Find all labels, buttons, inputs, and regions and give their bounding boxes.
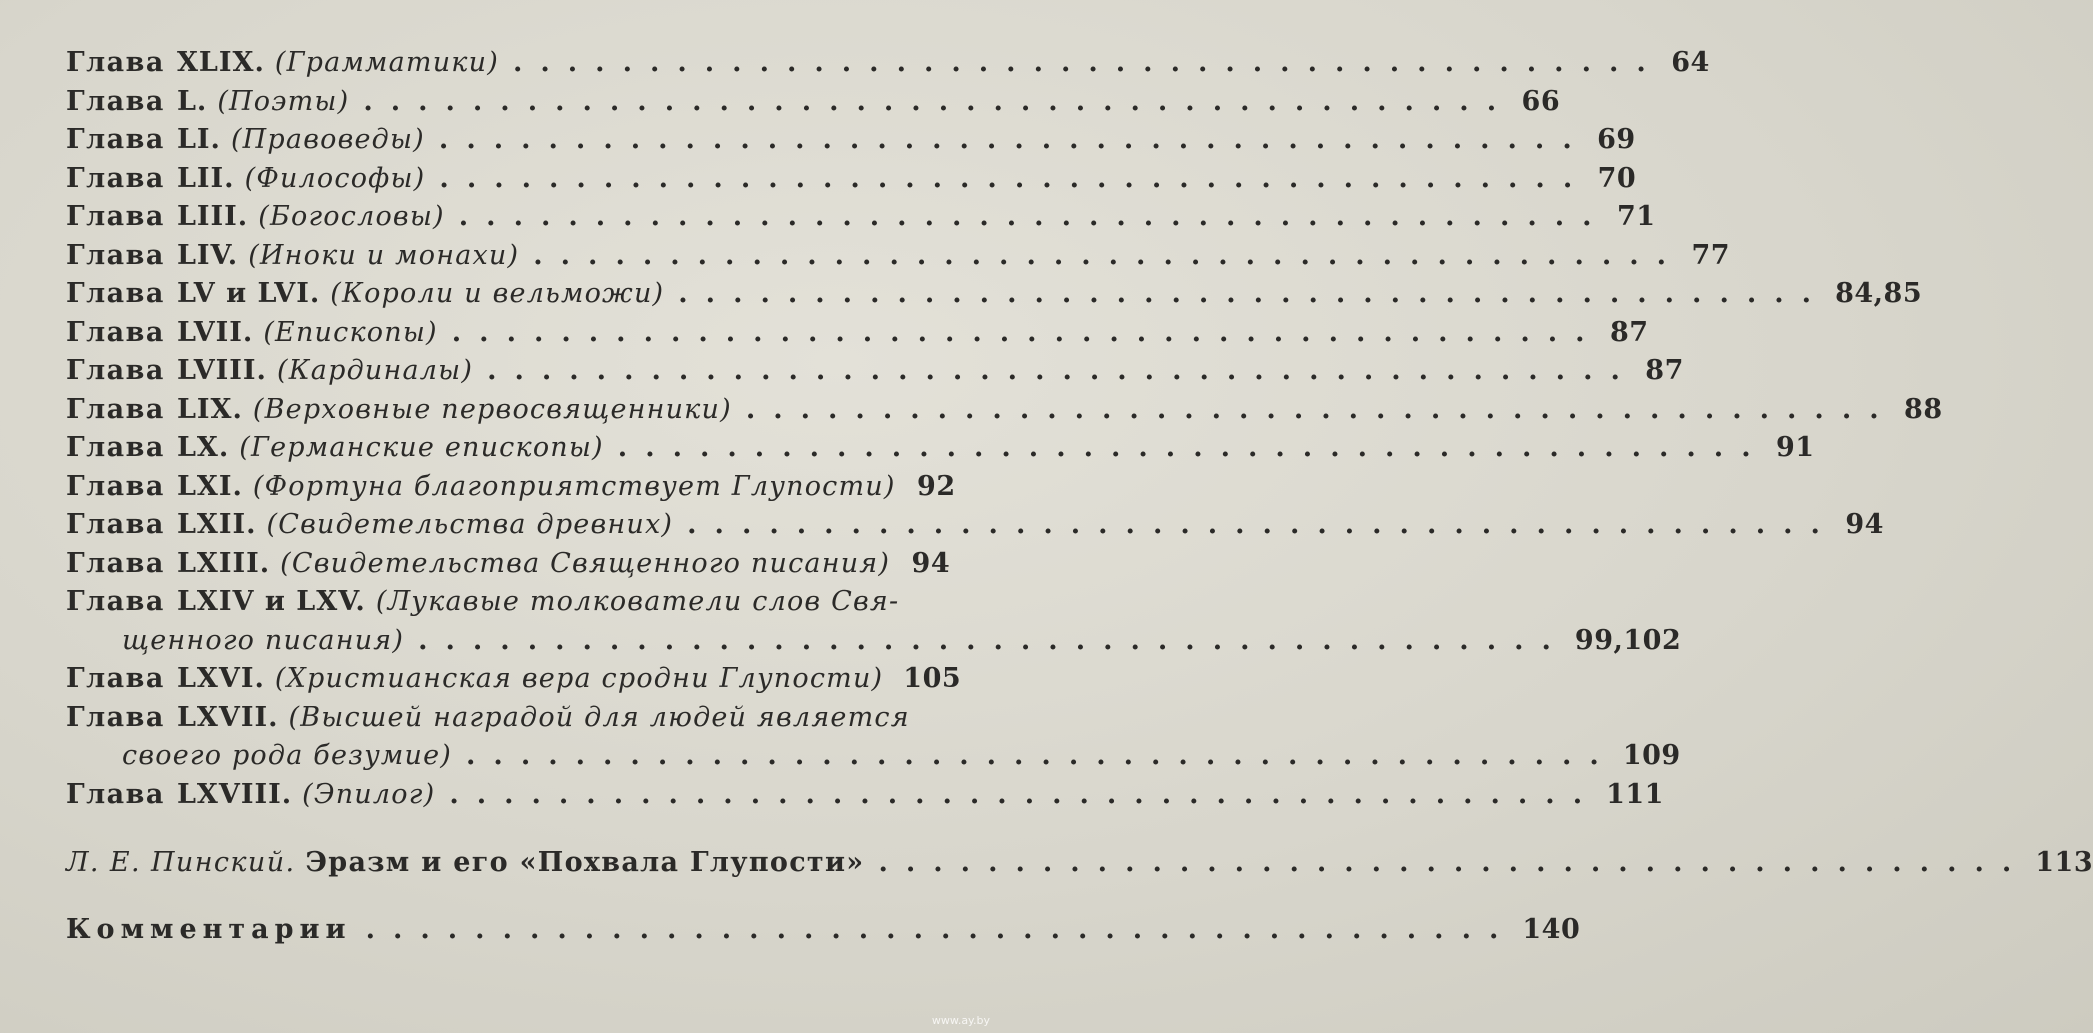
entry-title: (Кардиналы) — [276, 355, 474, 386]
entry-numeral: LV и LVI. — [176, 278, 321, 309]
toc-entry — [66, 121, 1636, 160]
toc-entry — [66, 314, 1649, 353]
entry-title-line1: (Высшей наградой для людей является — [288, 701, 910, 733]
entry-prefix: Глава — [66, 239, 165, 271]
essay-author: Л. Е. Пинский. — [66, 847, 296, 878]
leader-dots: .......................................... — [878, 847, 2030, 878]
leader-dots: .......................................... — [451, 316, 1603, 348]
entry-numeral: LII. — [176, 162, 235, 194]
entry-title: (Богословы) — [258, 201, 445, 232]
entry-numeral: LXII. — [176, 509, 257, 540]
entry-numeral: LIV. — [176, 239, 239, 271]
comments-label: Комментарии — [66, 913, 352, 945]
toc-entry-lxvi — [66, 660, 962, 699]
essay-title: Эразм и его «Похвала Глупости» — [305, 847, 865, 878]
entry-title: (Верховные первосвященники) — [252, 393, 732, 425]
leader-dots: .......................................... — [678, 278, 1830, 309]
entry-prefix: Глава — [66, 278, 165, 309]
leader-dots: .......................................... — [438, 124, 1590, 155]
entry-prefix: Глава — [66, 316, 165, 348]
leader-dots: .......................................... — [745, 393, 1897, 425]
entry-numeral: LVIII. — [176, 355, 267, 386]
entry-page: 113 — [2035, 847, 2093, 878]
leader-dots: .......................................... — [533, 239, 1685, 271]
entry-page: 64 — [1671, 47, 1710, 78]
leader-dots: .......................................... — [512, 47, 1664, 78]
entry-numeral: LI. — [176, 124, 221, 155]
entry-numeral: LIX. — [176, 393, 243, 425]
entry-title: (Христианская вера сродни Глупости) — [274, 663, 884, 694]
toc-entry-lxiv — [66, 583, 1682, 660]
entry-page: 87 — [1609, 316, 1649, 348]
toc-entry-lxvii — [66, 699, 1681, 776]
entry-page: 88 — [1904, 393, 1943, 425]
toc-entry — [66, 83, 1561, 122]
toc-entry — [66, 160, 1637, 199]
toc-entry — [66, 506, 1884, 545]
entry-numeral: LXVIII. — [176, 778, 293, 810]
toc-entry — [66, 429, 1815, 468]
entry-numeral: L. — [176, 85, 208, 117]
entry-numeral: XLIX. — [176, 47, 265, 78]
toc-entry — [66, 198, 1656, 237]
entry-page: 87 — [1645, 355, 1684, 386]
site-watermark: www.ay.by — [931, 1014, 990, 1027]
leader-dots: .......................................... — [487, 355, 1638, 386]
toc-entry-list — [66, 44, 1943, 583]
entry-prefix: Глава — [66, 470, 165, 502]
entry-title: (Поэты) — [217, 85, 350, 117]
entry-page: 99,102 — [1574, 624, 1682, 656]
leader-dots: .......................................... — [466, 740, 1617, 771]
entry-page: 91 — [1776, 432, 1815, 463]
toc-entry — [66, 468, 956, 507]
toc-entry — [66, 275, 1923, 314]
entry-title: (Фортуна благоприятствует Глупости) — [252, 470, 896, 502]
entry-title: (Правоведы) — [230, 124, 425, 155]
toc-entry — [66, 237, 1731, 276]
entry-prefix: Глава — [66, 586, 165, 617]
entry-numeral: LXVI. — [176, 663, 265, 694]
entry-title: (Короли и вельможи) — [330, 278, 665, 309]
entry-title: (Свидетельства Священного писания) — [280, 547, 891, 579]
toc-entry — [66, 391, 1943, 430]
leader-dots: .......................................... — [363, 85, 1515, 117]
leader-dots: .......................................... — [458, 201, 1610, 232]
entry-title-line2: щенного писания) — [122, 624, 405, 656]
toc-entry — [66, 352, 1684, 391]
toc-entry-lxviii — [66, 776, 1664, 815]
entry-prefix: Глава — [66, 701, 165, 733]
entry-title: (Философы) — [244, 162, 426, 194]
entry-prefix: Глава — [66, 778, 165, 810]
leader-dots: .......................................... — [687, 509, 1838, 540]
entry-numeral: LX. — [176, 432, 230, 463]
entry-page: 69 — [1597, 124, 1636, 155]
entry-title: (Епископы) — [263, 316, 438, 348]
entry-title: (Эпилог) — [302, 778, 436, 810]
entry-prefix: Глава — [66, 393, 165, 425]
entry-numeral: LIII. — [176, 201, 249, 232]
entry-page: 105 — [903, 663, 962, 694]
toc-entry — [66, 545, 950, 584]
toc-entry — [66, 44, 1710, 83]
entry-numeral: LXVII. — [176, 701, 279, 733]
entry-page: 66 — [1521, 85, 1561, 117]
entry-numeral: LVII. — [176, 316, 254, 348]
leader-dots: .......................................... — [365, 913, 1517, 945]
toc-entry-comments — [66, 911, 1581, 950]
entry-prefix: Глава — [66, 162, 165, 194]
entry-prefix: Глава — [66, 201, 165, 232]
table-of-contents — [66, 44, 2093, 949]
entry-page: 109 — [1622, 740, 1681, 771]
entry-title-line2: своего рода безумие) — [122, 740, 453, 771]
entry-page: 92 — [917, 470, 956, 502]
leader-dots: .......................................... — [439, 162, 1591, 194]
leader-dots: .......................................... — [617, 432, 1769, 463]
entry-numeral: LXI. — [176, 470, 243, 502]
entry-prefix: Глава — [66, 85, 165, 117]
entry-prefix: Глава — [66, 355, 165, 386]
entry-title: (Свидетельства древних) — [266, 509, 674, 540]
entry-prefix: Глава — [66, 663, 165, 694]
entry-prefix: Глава — [66, 47, 165, 78]
entry-page: 84,85 — [1835, 278, 1923, 309]
leader-dots: .......................................... — [418, 624, 1569, 656]
entry-title: (Иноки и монахи) — [248, 239, 520, 271]
entry-page: 70 — [1597, 162, 1637, 194]
entry-title-line1: (Лукавые толкователи слов Свя- — [375, 586, 900, 617]
entry-page: 77 — [1691, 239, 1731, 271]
entry-numeral: LXIV и LXV. — [176, 586, 366, 617]
entry-prefix: Глава — [66, 547, 165, 579]
entry-numeral: LXIII. — [176, 547, 271, 579]
entry-prefix: Глава — [66, 509, 165, 540]
entry-page: 111 — [1606, 778, 1664, 810]
entry-page: 94 — [911, 547, 951, 579]
entry-page: 71 — [1616, 201, 1656, 232]
entry-page: 94 — [1845, 509, 1884, 540]
entry-prefix: Глава — [66, 124, 165, 155]
leader-dots: .......................................... — [449, 778, 1601, 810]
entry-title: (Грамматики) — [274, 47, 499, 78]
toc-entry-essay — [66, 844, 2093, 883]
entry-page: 140 — [1522, 913, 1581, 945]
entry-title: (Германские епископы) — [239, 432, 604, 463]
entry-prefix: Глава — [66, 432, 165, 463]
